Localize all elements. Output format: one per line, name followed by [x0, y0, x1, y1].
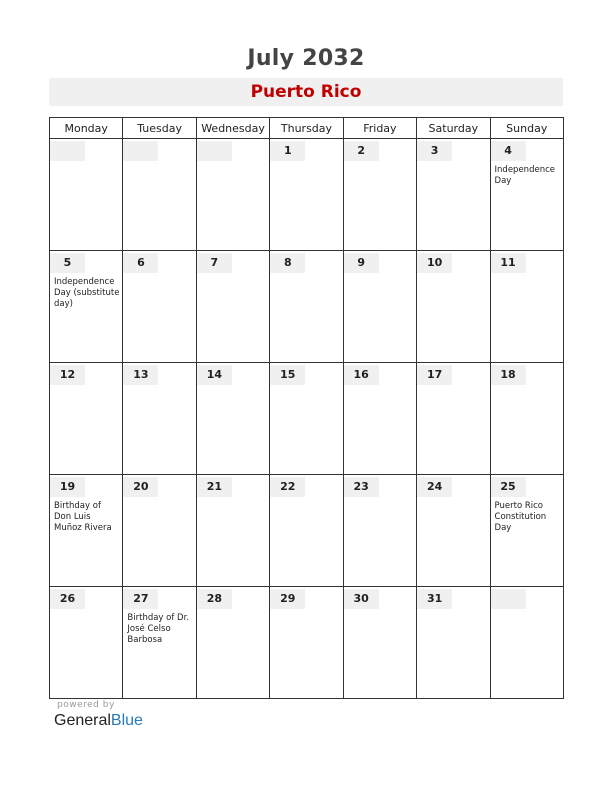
- day-cell[interactable]: [417, 587, 490, 699]
- week-row: [50, 363, 564, 475]
- day-cell[interactable]: [343, 139, 416, 251]
- day-cell[interactable]: [490, 363, 563, 475]
- day-cell[interactable]: [417, 251, 490, 363]
- day-cell[interactable]: [343, 363, 416, 475]
- day-number: 6: [123, 253, 158, 273]
- day-cell[interactable]: [490, 587, 563, 699]
- day-number: [197, 141, 232, 161]
- day-number: 12: [50, 365, 85, 385]
- day-cell[interactable]: [123, 139, 196, 251]
- day-number: 31: [417, 589, 452, 609]
- day-cell[interactable]: [490, 475, 563, 587]
- weekday-header: Wednesday: [196, 118, 269, 139]
- day-cell[interactable]: [50, 587, 123, 699]
- powered-by-label: powered by: [57, 700, 115, 710]
- brand-general: General: [54, 712, 111, 729]
- day-number: 28: [197, 589, 232, 609]
- week-row: [50, 587, 564, 699]
- week-row: [50, 475, 564, 587]
- day-cell[interactable]: [196, 139, 269, 251]
- day-number: 15: [270, 365, 305, 385]
- day-number: 27: [123, 589, 158, 609]
- calendar-title: July 2032: [247, 46, 365, 71]
- day-cell[interactable]: [50, 139, 123, 251]
- day-cell[interactable]: [196, 363, 269, 475]
- day-cell[interactable]: [123, 587, 196, 699]
- day-cell[interactable]: [417, 363, 490, 475]
- day-number: 1: [270, 141, 305, 161]
- day-number: 17: [417, 365, 452, 385]
- day-number: 24: [417, 477, 452, 497]
- day-cell[interactable]: [196, 475, 269, 587]
- week-row: [50, 139, 564, 251]
- weekday-header-row: [50, 118, 564, 139]
- day-cell[interactable]: [490, 139, 563, 251]
- day-cell[interactable]: [270, 475, 343, 587]
- day-number: 19: [50, 477, 85, 497]
- day-number: 7: [197, 253, 232, 273]
- day-number: [123, 141, 158, 161]
- day-number: 11: [491, 253, 526, 273]
- weekday-header: Friday: [343, 118, 416, 139]
- day-number: [50, 141, 85, 161]
- country-name: Puerto Rico: [49, 78, 563, 106]
- day-cell[interactable]: [123, 251, 196, 363]
- day-number: 29: [270, 589, 305, 609]
- day-cell[interactable]: [343, 475, 416, 587]
- day-number: 22: [270, 477, 305, 497]
- day-number: 14: [197, 365, 232, 385]
- day-cell[interactable]: [270, 587, 343, 699]
- day-number: 25: [491, 477, 526, 497]
- weekday-header: Sunday: [490, 118, 563, 139]
- generalblue-logo[interactable]: [54, 712, 143, 730]
- day-number: 2: [344, 141, 379, 161]
- holiday-label: Birthday of Dr. José Celso Barbosa: [127, 613, 190, 645]
- day-number: 4: [491, 141, 526, 161]
- day-number: 16: [344, 365, 379, 385]
- day-number: 10: [417, 253, 452, 273]
- day-number: 30: [344, 589, 379, 609]
- day-number: 8: [270, 253, 305, 273]
- day-cell[interactable]: [270, 139, 343, 251]
- day-number: 18: [491, 365, 526, 385]
- holiday-label: Birthday of Don Luis Muñoz Rivera: [54, 501, 112, 533]
- day-cell[interactable]: [343, 251, 416, 363]
- day-number: 23: [344, 477, 379, 497]
- week-row: [50, 251, 564, 363]
- day-cell[interactable]: [50, 475, 123, 587]
- day-cell[interactable]: [343, 587, 416, 699]
- day-number: 13: [123, 365, 158, 385]
- weekday-header: Monday: [50, 118, 123, 139]
- holiday-label: Independence Day (substitute day): [54, 277, 120, 309]
- day-cell[interactable]: [196, 587, 269, 699]
- day-number: 5: [50, 253, 85, 273]
- calendar-grid: [49, 117, 564, 699]
- holiday-label: Independence Day: [494, 165, 555, 186]
- day-cell[interactable]: [417, 139, 490, 251]
- day-cell[interactable]: [123, 475, 196, 587]
- day-cell[interactable]: [50, 251, 123, 363]
- day-cell[interactable]: [417, 475, 490, 587]
- day-cell[interactable]: [50, 363, 123, 475]
- weekday-header: Tuesday: [123, 118, 196, 139]
- day-cell[interactable]: [123, 363, 196, 475]
- day-cell[interactable]: [490, 251, 563, 363]
- holiday-label: Puerto Rico Constitution Day: [494, 501, 547, 533]
- day-number: 9: [344, 253, 379, 273]
- day-number: 26: [50, 589, 85, 609]
- day-cell[interactable]: [270, 251, 343, 363]
- brand-blue: Blue: [110, 712, 143, 729]
- day-number: 3: [417, 141, 452, 161]
- day-number: [491, 589, 526, 609]
- weekday-header: Saturday: [417, 118, 490, 139]
- day-cell[interactable]: [196, 251, 269, 363]
- weekday-header: Thursday: [270, 118, 343, 139]
- day-number: 21: [197, 477, 232, 497]
- day-number: 20: [123, 477, 158, 497]
- day-cell[interactable]: [270, 363, 343, 475]
